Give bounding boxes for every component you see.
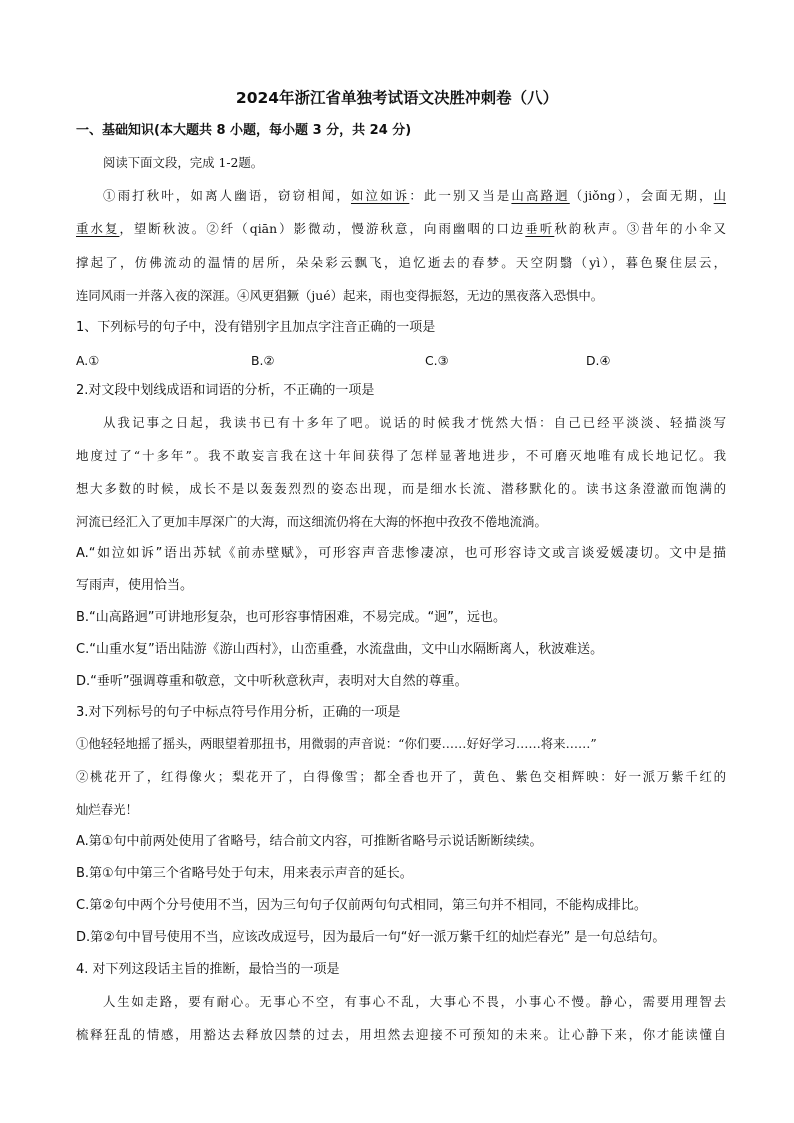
passage-line-2 — [76, 223, 726, 235]
q2-paragraph-line: 地度过了“十多年”。我不敢妄言我在这十年间获得了怎样显著地进步，不可磨灭地唯有成长地记忆。我 — [76, 448, 726, 463]
q1-option-d[interactable]: D.④ — [586, 353, 611, 368]
passage-text: ①雨打秋叶，如离人幽语，窃窃相闻， — [103, 188, 351, 203]
q1-option-c[interactable]: C.③ — [425, 353, 449, 368]
underlined-idiom: 山 — [713, 188, 727, 203]
passage-text: 秋韵秋声。③昔年的小伞又 — [554, 221, 727, 236]
q4-paragraph-line: 梳释狂乱的情感，用豁达去释放囚禁的过去，用坦然去迎接不可预知的未来。让心静下来，你才能读懂自 — [76, 1027, 726, 1042]
q2-option-c[interactable]: C.“山重水复”语出陆游《游山西村》，山峦重叠，水流盘曲，文中山水隔断离人，秋波难送。 — [76, 642, 604, 657]
q3-sentence-1: ①他轻轻地摇了摇头，两眼望着那扭书，用微弱的声音说：“你们要……好好学习……将来……” — [76, 736, 597, 751]
q1-option-a[interactable]: A.① — [76, 353, 100, 368]
question-2-stem: 2.对文段中划线成语和词语的分析，不正确的一项是 — [76, 383, 375, 398]
question-1-stem: 1、下列标号的句子中，没有错别字且加点字注音正确的一项是 — [76, 320, 436, 335]
q3-sentence-2: ②桃花开了，红得像火；梨花开了，白得像雪；都全香也开了，黄色、紫色交相辉映：好一派万紫千红的 — [76, 769, 726, 784]
q3-option-d[interactable]: D.第②句中冒号使用不当，应该改成逗号，因为最后一句“好一派万紫千红的灿烂春光” 是一句总结句。 — [76, 930, 666, 945]
question-3-stem: 3.对下列标号的句子中标点符号作用分析，正确的一项是 — [76, 705, 401, 720]
q3-option-c[interactable]: C.第②句中两个分号使用不当，因为三句句子仅前两句句式相同，第三句并不相同，不能构成排比。 — [76, 898, 647, 913]
q1-option-b[interactable]: B.② — [251, 353, 275, 368]
question-4-stem: 4. 对下列这段话主旨的推断，最恰当的一项是 — [76, 962, 340, 977]
page-title: 2024年浙江省单独考试语文决胜冲刺卷（八） — [235, 89, 559, 107]
reading-instruction: 阅读下面文段，完成 1-2题。 — [103, 155, 264, 170]
underlined-idiom: 山高路迥 — [511, 188, 570, 203]
q4-paragraph-line: 人生如走路，要有耐心。无事心不空，有事心不乱，大事心不畏，小事心不慢。静心，需要用理智去 — [103, 994, 726, 1009]
passage-line-1 — [103, 190, 726, 202]
q2-paragraph-line: 想大多数的时候，成长不是以轰轰烈烈的姿态出现，而是细水长流、潜移默化的。读书这条澄澈而饱满的 — [76, 481, 726, 496]
passage-line-3: 撑起了，仿佛流动的温情的居所，朵朵彩云飘飞，追忆逝去的春梦。天空阴翳（yì），暮色聚住层云， — [76, 255, 726, 270]
passage-line-4: 连同风雨一并落入夜的深涯。④风更猖獗（jué）起来，雨也变得振怒，无边的黑夜落入恐惧中。 — [76, 288, 604, 303]
underlined-idiom: 如泣如诉 — [350, 188, 410, 203]
passage-text: ：此一别又当是 — [409, 188, 512, 203]
q2-option-a-cont: 写雨声，使用恰当。 — [76, 578, 194, 593]
q3-sentence-2-cont: 灿烂春光！ — [76, 802, 138, 817]
q2-option-b[interactable]: B.“山高路迥”可讲地形复杂，也可形容事情困难，不易完成。“迥”，远也。 — [76, 610, 506, 625]
passage-text: （jiǒng），会面无期， — [569, 188, 714, 203]
q2-option-a[interactable]: A.“如泣如诉”语出苏轼《前赤壁赋》，可形容声音悲惨凄凉，也可形容诗文或言谈爱媛凄切。文中是描 — [76, 546, 726, 561]
q2-option-d[interactable]: D.“垂听”强调尊重和敬意，文中听秋意秋声，表明对大自然的尊重。 — [76, 674, 468, 689]
q3-option-a[interactable]: A.第①句中前两处使用了省略号，结合前文内容，可推断省略号示说话断断续续。 — [76, 834, 543, 849]
underlined-word: 垂听 — [525, 221, 555, 236]
q3-option-b[interactable]: B.第①句中第三个省略号处于句末，用来表示声音的延长。 — [76, 866, 413, 881]
underlined-idiom: 重水复 — [76, 221, 120, 236]
q2-paragraph-line: 河流已经汇入了更加丰厚深广的大海，而这细流仍将在大海的怀抱中孜孜不倦地流淌。 — [76, 514, 547, 529]
q2-paragraph-line: 从我记事之日起，我读书已有十多年了吧。说话的时候我才恍然大悟：自己已经平淡淡、轻描淡写 — [103, 415, 726, 430]
passage-text: ，望断秋波。②纤（qiān）影微动，慢游秋意，向雨幽咽的口边 — [119, 221, 526, 236]
section-heading: 一、基础知识(本大题共 8 小题，每小题 3 分，共 24 分) — [76, 123, 412, 138]
